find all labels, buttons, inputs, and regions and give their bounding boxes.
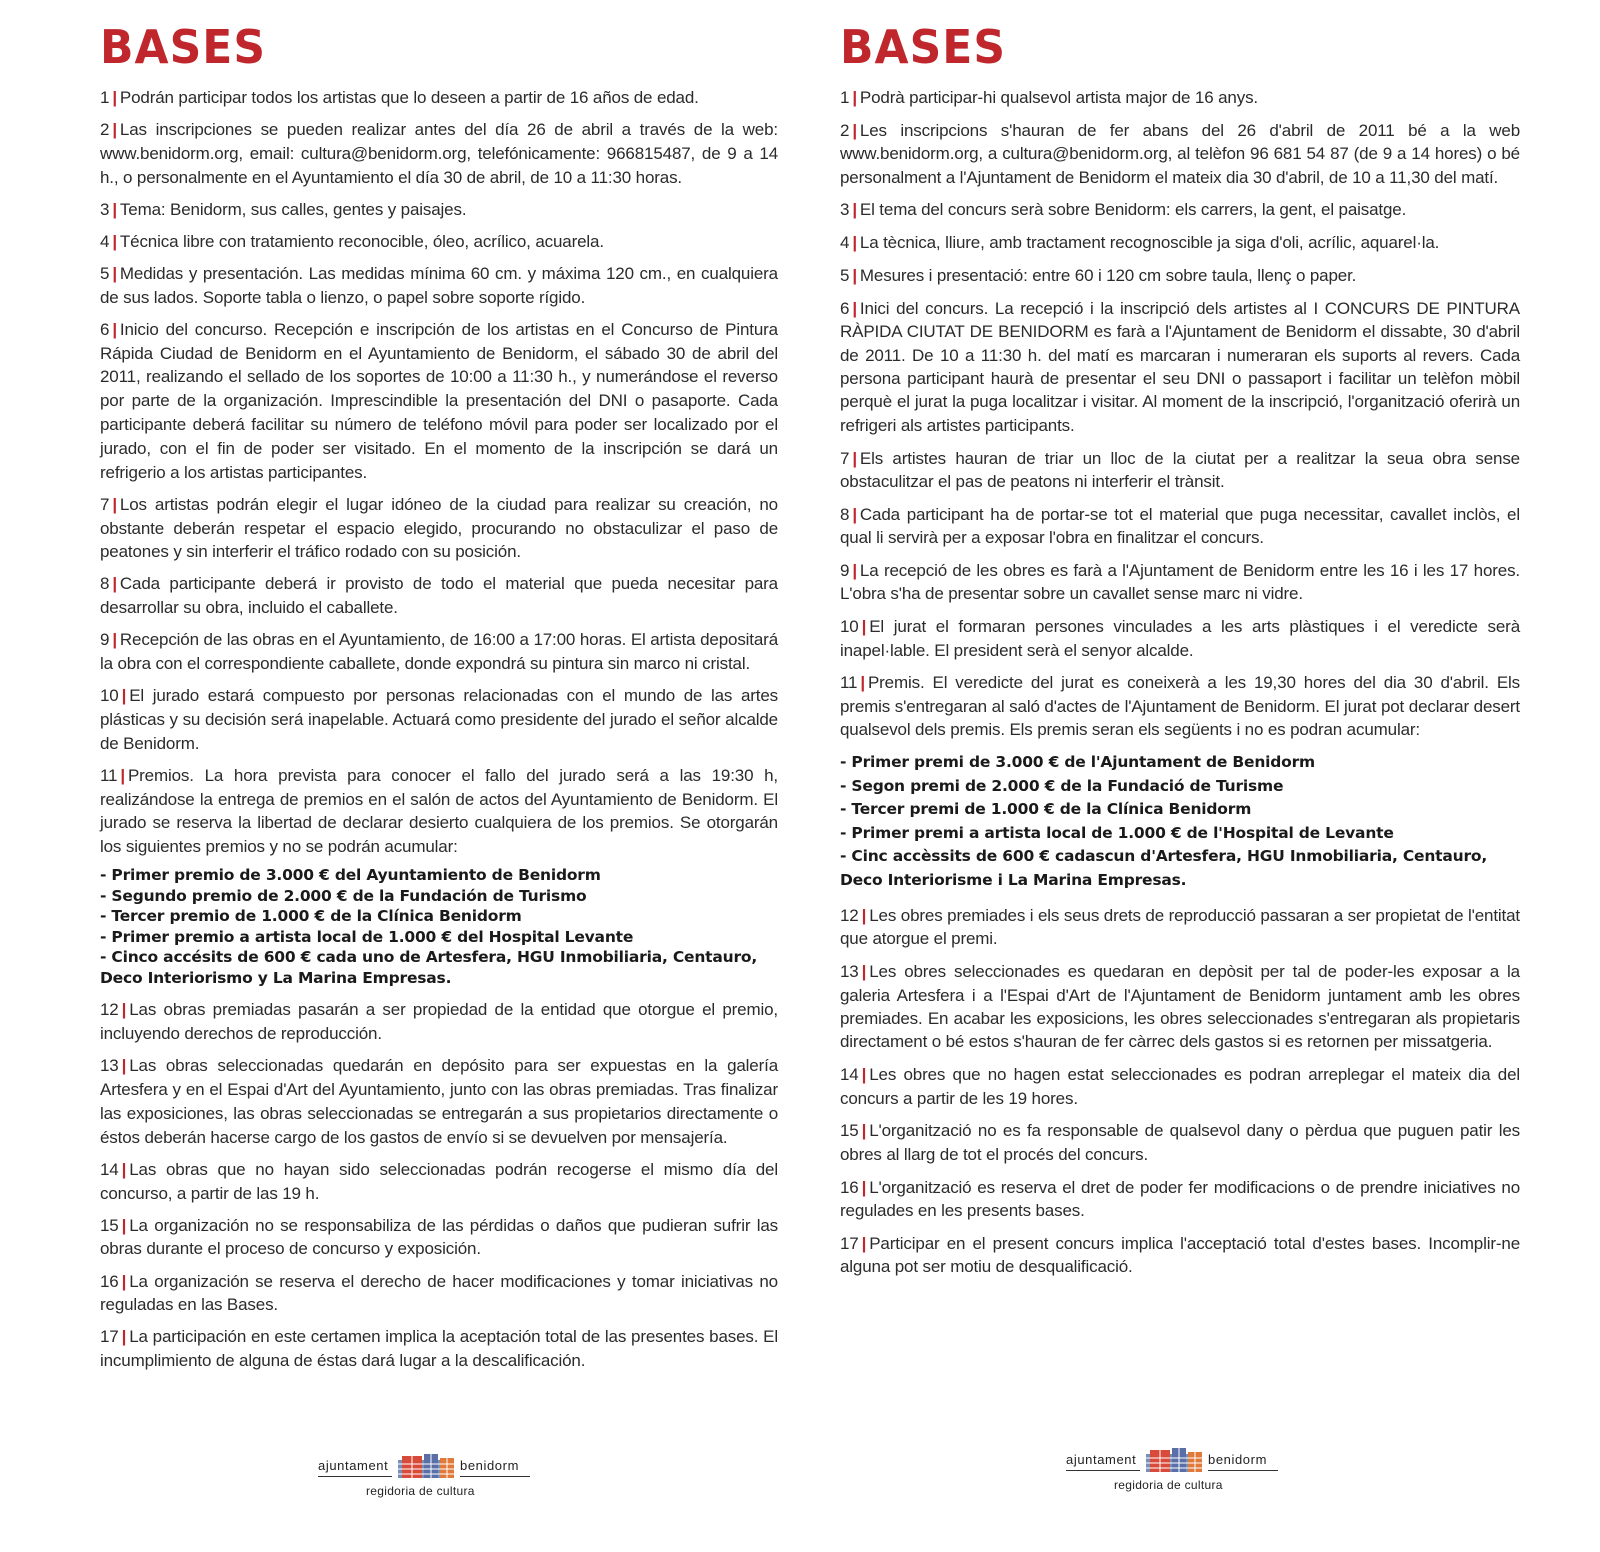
clauses-list-es-after: [100, 998, 778, 1373]
clause-number: 16: [840, 1177, 859, 1197]
clause-separator: |: [121, 1271, 127, 1291]
clause-text: Los artistas podrán elegir el lugar idóneo de la ciudad para realizar su creación, no obstante deberán respetar el espacio elegido, procurando no obstaculizar el paso de peatones y sin interferir el tráfico rodado con su posición.: [100, 494, 778, 562]
building-icon: [1144, 1444, 1206, 1476]
clause-item: [100, 628, 778, 676]
clause-number: 10: [840, 617, 859, 637]
clause-item: [840, 1119, 1520, 1166]
clause-item: [100, 1214, 778, 1262]
clause-item: [100, 1270, 778, 1318]
clause-text: Les obres premiades i els seus drets de reproducció passaran a ser propietat de l'entitat que atorgue el premi.: [840, 906, 1520, 949]
clause-text: Les obres que no hagen estat seleccionades es podran arreplegar el mateix dia del concurs a partir de les 19 hores.: [840, 1065, 1520, 1108]
prize-item: - Tercer premio de 1.000 € de la Clínica Benidorm: [100, 907, 522, 926]
clause-number: 13: [840, 962, 859, 982]
building-icon: [396, 1450, 458, 1482]
ajuntament-benidorm-logo: [318, 1450, 548, 1510]
clause-separator: |: [852, 266, 857, 285]
clause-number: 8: [100, 574, 110, 594]
clause-number: 9: [840, 561, 850, 581]
ajuntament-benidorm-logo: [1066, 1444, 1296, 1504]
clause-item: [840, 503, 1520, 550]
clause-text: Mesures i presentació: entre 60 i 120 cm sobre taula, llenç o paper.: [859, 266, 1357, 285]
clause-item: [100, 764, 778, 859]
bases-column-es: [100, 22, 778, 1381]
clause-separator: |: [112, 630, 117, 650]
clause-number: 11: [100, 765, 118, 785]
clause-item: [840, 264, 1520, 287]
clause-item: [840, 559, 1520, 606]
clause-item: [100, 572, 778, 620]
clause-separator: |: [121, 1327, 127, 1347]
prizes-list-ca: [840, 751, 1520, 892]
clause-text: La recepció de les obres es farà a l'Ajuntament de Benidorm entre les 16 i les 17 hores. L'obra s'ha de presentar sobre un cavallet sense marc ni vidre.: [840, 561, 1520, 604]
clause-text: Inicio del concurso. Recepción e inscripción de los artistas en el Concurso de Pintura Rápida Ciudad de Benidorm en el Ayuntamiento de Benidorm, el sábado 30 de abril del 2011, realizando el sellado de los soportes de 10:00 a 11:30 h., y numerándose el reverso por parte de la organización. Imprescindible la presentación del DNI o pasaporte. Cada participante deberá facilitar su número de teléfono móvil para poder ser localizado por el jurado, con el fin de poder ser visitado. En el momento de la inscripción se dará un refrigerio a los artistas participantes.: [100, 319, 778, 482]
clause-number: 7: [100, 494, 110, 514]
clause-separator: |: [852, 200, 857, 220]
clause-number: 16: [100, 1271, 119, 1291]
clause-number: 9: [100, 630, 110, 650]
clause-item: [100, 86, 778, 110]
logo-word-ajuntament: ajuntament: [318, 1458, 389, 1473]
clause-text: El jurat el formaran persones vinculades a les arts plàstiques i el veredicte serà inapel·lable. El president serà el senyor alcalde.: [840, 617, 1520, 660]
clause-item: [840, 904, 1520, 951]
prize-item: - Segundo premio de 2.000 € de la Fundación de Turismo: [100, 886, 587, 905]
bases-column-ca: [840, 22, 1520, 1288]
clauses-list-ca: [840, 86, 1520, 742]
clause-text: Las obras seleccionadas quedarán en depósito para ser expuestas en la galería Artesfera y en el Espai d'Art del Ayuntamiento, junto con las obras premiadas. Tras finalizar las exposiciones, las obras seleccionadas se entregarán a sus propietarios directamente o éstos deberán hacerse cargo de los gastos de envío si se devuelven por mensajería.: [100, 1056, 778, 1147]
clause-number: 3: [100, 199, 110, 219]
clause-number: 12: [100, 1000, 119, 1020]
clause-item: [840, 1063, 1520, 1110]
clause-item: [100, 684, 778, 755]
prize-item: - Cinc accèssits de 600 € cadascun d'Artesfera, HGU Inmobiliaria, Centauro, Deco Interiorisme i La Marina Empresas.: [840, 847, 1488, 889]
clause-number: 10: [100, 686, 119, 706]
clause-number: 6: [100, 319, 110, 339]
clause-number: 3: [840, 200, 850, 220]
clause-number: 12: [840, 906, 859, 926]
clause-item: [100, 493, 778, 564]
bases-title-ca: BASES: [840, 20, 1007, 75]
clause-number: 2: [100, 120, 110, 140]
clause-text: Cada participante deberá ir provisto de todo el material que pueda necesitar para desarrollar su obra, incluido el caballete.: [100, 574, 778, 618]
clause-separator: |: [852, 88, 857, 107]
clause-text: El tema del concurs serà sobre Benidorm: els carrers, la gent, el paisatge.: [859, 200, 1407, 220]
clause-separator: |: [861, 1065, 867, 1085]
clause-separator: |: [861, 1121, 867, 1141]
prizes-list-es: [100, 865, 778, 988]
clause-separator: |: [861, 1233, 867, 1253]
clause-separator: |: [852, 448, 857, 468]
clause-text: Les inscripcions s'hauran de fer abans del 26 d'abril de 2011 bé a la web www.benidorm.org, a cultura@benidorm.org, al telèfon 96 681 54 87 (de 9 a 14 hores) o bé personalment a l'Ajuntament de Benidorm el mateix dia 30 d'abril, de 10 a 11,30 del matí.: [840, 120, 1520, 187]
clause-text: Podrán participar todos los artistas que lo deseen a partir de 16 años de edad.: [119, 88, 699, 107]
prize-item: - Primer premio a artista local de 1.000 € del Hospital Levante: [100, 927, 634, 946]
clause-item: [100, 230, 778, 254]
clause-item: [840, 1232, 1520, 1279]
prize-item: - Primer premi de 3.000 € de l'Ajuntament de Benidorm: [840, 753, 1316, 772]
clause-text: Las obras premiadas pasarán a ser propiedad de la entidad que otorgue el premio, incluyendo derechos de reproducción.: [100, 1000, 778, 1044]
clause-number: 11: [840, 673, 858, 693]
prize-item: - Segon premi de 2.000 € de la Fundació de Turisme: [840, 776, 1284, 795]
clause-separator: |: [112, 88, 117, 107]
clause-separator: |: [121, 1056, 127, 1076]
clause-separator: |: [861, 617, 867, 637]
clause-text: L'organització es reserva el dret de poder fer modificacions o de prendre iniciatives no regulades en les presents bases.: [840, 1177, 1520, 1221]
clause-number: 15: [100, 1215, 119, 1235]
bases-title-es: BASES: [100, 20, 267, 75]
clause-separator: |: [112, 120, 117, 140]
clause-item: [840, 231, 1520, 254]
clause-number: 6: [840, 298, 850, 318]
clause-separator: |: [860, 673, 865, 693]
clause-separator: |: [112, 231, 117, 251]
clause-text: Premios. La hora prevista para conocer el fallo del jurado será a las 19:30 h, realizándose la entrega de premios en el salón de actos del Ayuntamiento de Benidorm. El jurado se reserva la libertad de declarar desierto cualquiera de los premios. Se otorgarán los siguientes premios y no se podrán acumular:: [100, 765, 778, 857]
clause-separator: |: [861, 1177, 867, 1197]
clauses-list-ca-after: [840, 904, 1520, 1279]
prize-item: - Primer premio de 3.000 € del Ayuntamiento de Benidorm: [100, 866, 601, 885]
clause-separator: |: [852, 233, 857, 253]
clause-item: [100, 1054, 778, 1149]
clause-item: [840, 671, 1520, 741]
clause-separator: |: [852, 561, 857, 581]
clause-item: [100, 1325, 778, 1373]
clause-number: 4: [100, 231, 110, 251]
clause-item: [100, 1158, 778, 1206]
clause-number: 15: [840, 1121, 859, 1141]
clause-item: [840, 198, 1520, 221]
clause-number: 17: [840, 1233, 859, 1253]
clause-text: Las inscripciones se pueden realizar antes del día 26 de abril a través de la web: www.benidorm.org, email: cultura@benidorm.org, telefónicamente: 966815487, de 9 a 14 h., o personalmente en el Ayuntamiento el día 30 de abril, de 10 a 11:30 horas.: [100, 120, 778, 187]
clause-text: La organización se reserva el derecho de hacer modificaciones y tomar iniciativas no reguladas en las Bases.: [100, 1271, 778, 1315]
clause-item: [840, 615, 1520, 662]
prize-item: - Cinco accésits de 600 € cada uno de Artesfera, HGU Inmobiliaria, Centauro, Deco Interiorismo y La Marina Empresas.: [100, 948, 758, 987]
clause-item: [840, 447, 1520, 494]
clause-number: 1: [100, 88, 110, 107]
clause-separator: |: [121, 1215, 127, 1235]
clause-separator: |: [861, 906, 867, 926]
clause-item: [840, 119, 1520, 189]
logo-word-benidorm: benidorm: [460, 1458, 519, 1473]
prize-item: - Primer premi a artista local de 1.000 € de l'Hospital de Levante: [840, 823, 1394, 842]
logo-subtitle: regidoria de cultura: [1114, 1478, 1223, 1492]
clause-number: 2: [840, 120, 850, 140]
clause-separator: |: [112, 263, 117, 283]
logo-word-ajuntament: ajuntament: [1066, 1452, 1137, 1467]
clause-text: Premis. El veredicte del jurat es coneixerà a les 19,30 hores del dia 30 d'abril. Els premis s'entregaran al saló d'actes de l'Ajuntament de Benidorm. El jurat pot declarar desert qualsevol dels premis. Els premis seran els següents i no es podran acumular:: [840, 673, 1520, 740]
clause-separator: |: [112, 199, 117, 219]
clause-text: Podrà participar-hi qualsevol artista major de 16 anys.: [859, 88, 1258, 107]
clause-text: Recepción de las obras en el Ayuntamiento, de 16:00 a 17:00 horas. El artista depositará la obra con el correspondiente caballete, donde expondrá su pintura sin marco ni cristal.: [100, 630, 778, 674]
clause-separator: |: [121, 1159, 127, 1179]
clause-item: [840, 960, 1520, 1054]
clause-separator: |: [852, 298, 857, 318]
clause-item: [840, 86, 1520, 109]
clause-text: Técnica libre con tratamiento reconocible, óleo, acrílico, acuarela.: [119, 231, 604, 251]
clause-text: L'organització no es fa responsable de qualsevol dany o pèrdua que puguen patir les obres al llarg de tot el procés del concurs.: [840, 1121, 1520, 1164]
clause-item: [100, 262, 778, 310]
clause-text: Participar en el present concurs implica l'acceptació total d'estes bases. Incomplir-ne alguna pot ser motiu de desqualificació.: [840, 1233, 1520, 1277]
clause-item: [840, 297, 1520, 437]
clause-separator: |: [121, 1000, 127, 1020]
clause-separator: |: [112, 319, 117, 339]
clause-text: Inici del concurs. La recepció i la inscripció dels artistes al I CONCURS DE PINTURA RÀPIDA CIUTAT DE BENIDORM es farà a l'Ajuntament de Benidorm el dissabte, 30 d'abril de 2011. De 10 a 11:30 h. del matí es marcaran i numeraran els suports al revers. Cada persona participant haurà de presentar el seu DNI o passaport i facilitar un telèfon mòbil perquè el jurat la puga localitzar i visitar. Al moment de la inscripció, l'organització oferirà un refrigeri als artistes participants.: [840, 298, 1520, 435]
clause-item: [840, 1176, 1520, 1223]
clause-item: [100, 118, 778, 189]
clause-item: [100, 998, 778, 1046]
clause-number: 1: [840, 88, 850, 107]
clause-separator: |: [121, 686, 127, 706]
clause-text: Els artistes hauran de triar un lloc de la ciutat per a realitzar la seua obra sense obstaculitzar el pas de peatons ni interferir el trànsit.: [840, 448, 1520, 492]
clause-number: 5: [840, 266, 850, 285]
clause-number: 14: [840, 1065, 859, 1085]
logo-subtitle: regidoria de cultura: [366, 1484, 475, 1498]
clause-text: Medidas y presentación. Las medidas mínima 60 cm. y máxima 120 cm., en cualquiera de sus lados. Soporte tabla o lienzo, o papel sobre soporte rígido.: [100, 263, 778, 307]
clause-text: Cada participant ha de portar-se tot el material que puga necessitar, cavallet inclòs, el qual li servirà per a exposar l'obra en finalitzar el concurs.: [840, 504, 1520, 548]
clause-text: La participación en este certamen implica la aceptación total de las presentes bases. El incumplimiento de alguna de éstas dará lugar a la descalificación.: [100, 1327, 778, 1371]
clause-number: 8: [840, 504, 850, 524]
clause-separator: |: [852, 504, 857, 524]
clause-separator: |: [852, 120, 857, 140]
clause-number: 5: [100, 263, 110, 283]
clause-separator: |: [120, 765, 125, 785]
clause-text: Las obras que no hayan sido seleccionadas podrán recogerse el mismo día del concurso, a partir de las 19 h.: [100, 1159, 778, 1203]
clause-text: Les obres seleccionades es quedaran en depòsit per tal de poder-les exposar a la galeria Artesfera i a l'Espai d'Art de l'Ajuntament de Benidorm juntament amb les obres premiades. En acabar les exposicions, les obres seleccionades s'entregaran als propietaris directament o bé estos s'hauran de fer càrrec dels gastos si es retornen per missatgeria.: [840, 962, 1520, 1052]
clauses-list-es: [100, 86, 778, 859]
clause-number: 4: [840, 233, 850, 253]
clause-separator: |: [112, 494, 117, 514]
clause-text: El jurado estará compuesto por personas relacionadas con el mundo de las artes plásticas y su decisión será inapelable. Actuará como presidente del jurado el señor alcalde de Benidorm.: [100, 686, 778, 753]
clause-number: 13: [100, 1056, 119, 1076]
clause-text: La tècnica, lliure, amb tractament recognoscible ja siga d'oli, acrílic, aquarel·la.: [859, 233, 1440, 253]
clause-separator: |: [112, 574, 117, 594]
clause-number: 7: [840, 448, 850, 468]
clause-text: La organización no se responsabiliza de las pérdidas o daños que pudieran sufrir las obras durante el proceso de concurso y exposición.: [100, 1215, 778, 1259]
clause-item: [100, 198, 778, 222]
logo-word-benidorm: benidorm: [1208, 1452, 1267, 1467]
clause-number: 14: [100, 1159, 119, 1179]
clause-text: Tema: Benidorm, sus calles, gentes y paisajes.: [119, 199, 467, 219]
clause-item: [100, 318, 778, 485]
clause-number: 17: [100, 1327, 119, 1347]
prize-item: - Tercer premi de 1.000 € de la Clínica Benidorm: [840, 800, 1252, 819]
clause-separator: |: [861, 962, 867, 982]
